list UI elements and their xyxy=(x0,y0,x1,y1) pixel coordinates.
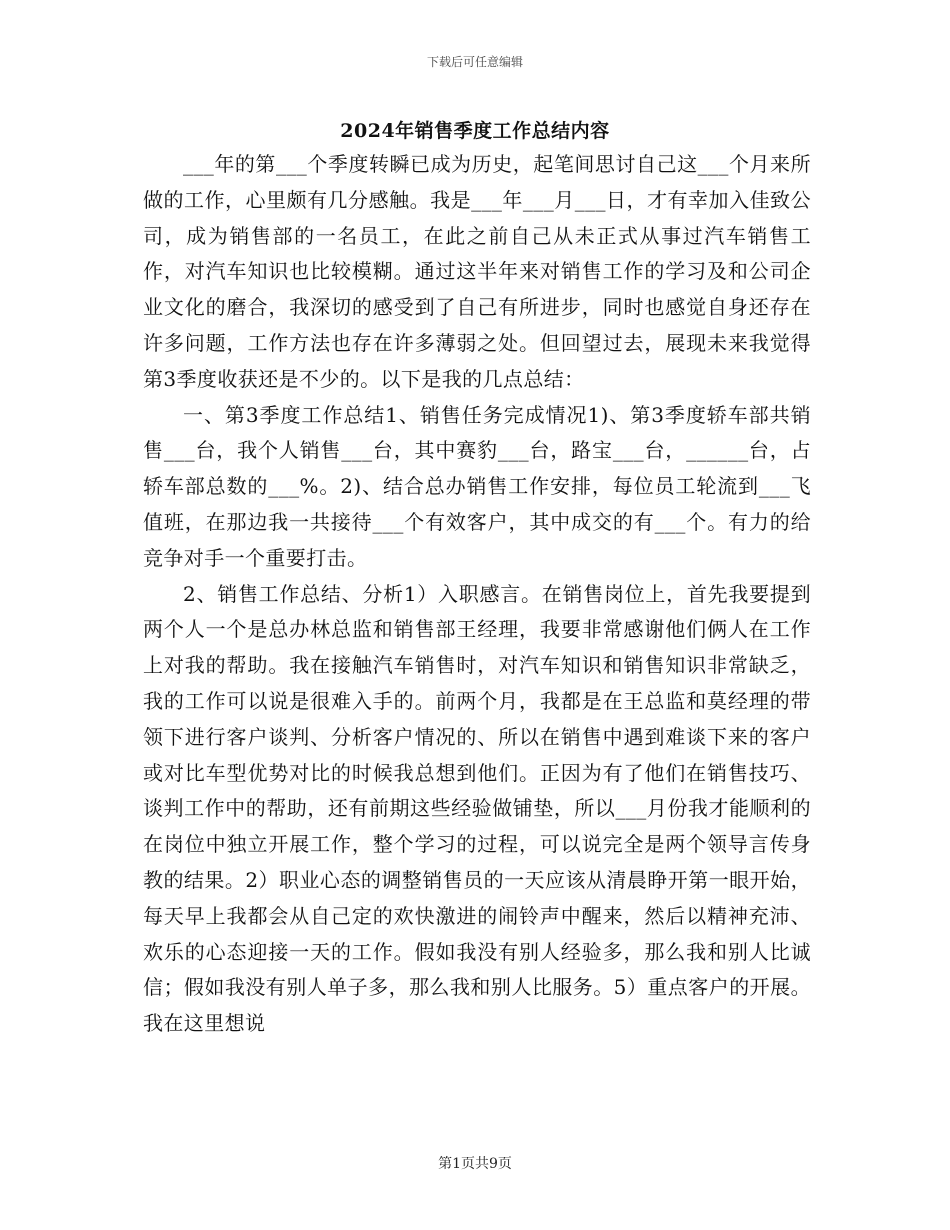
paragraph-section-2: 2、销售工作总结、分析1）入职感言。在销售岗位上，首先我要提到两个人一个是总办林总监和销售部王经理，我要非常感谢他们俩人在工作上对我的帮助。我在接触汽车销售时，对汽车知识和销售知识非常缺乏，我的工作可以说是很难入手的。前两个月，我都是在王总监和莫经理的带领下进行客户谈判、分析客户情况的、所以在销售中遇到难谈下来的客户或对比车型优势对比的时候我总想到他们。正因为有了他们在销售技巧、谈判工作中的帮助，还有前期这些经验做铺垫，所以___月份我才能顺利的在岗位中独立开展工作，整个学习的过程，可以说完全是两个领导言传身教的结果。2）职业心态的调整销售员的一天应该从清晨睁开第一眼开始，每天早上我都会从自己定的欢快激进的闹铃声中醒来，然后以精神充沛、欢乐的心态迎接一天的工作。假如我没有别人经验多，那么我和别人比诚信；假如我没有别人单子多，那么我和别人比服务。5）重点客户的开展。我在这里想说 xyxy=(143,581,811,1036)
header-note: 下载后可任意编辑 xyxy=(426,55,523,69)
document-body xyxy=(143,147,811,1042)
paragraph-intro: ___年的第___个季度转瞬已成为历史，起笔间思讨自己这___个月来所做的工作，心里颇有几分感触。我是___年___月___日，才有幸加入佳致公司，成为销售部的一名员工，在此之前自己从未正式从事过汽车销售工作，对汽车知识也比较模糊。通过这半年来对销售工作的学习及和公司企业文化的磨合，我深切的感受到了自己有所进步，同时也感觉自身还存在许多问题，工作方法也存在许多薄弱之处。但回望过去，展现未来我觉得第3季度收获还是不少的。以下是我的几点总结： xyxy=(143,152,811,391)
paragraph-section-1: 一、第3季度工作总结1、销售任务完成情况1)、第3季度轿车部共销售___台，我个人销售___台，其中赛豹___台，路宝___台，______台，占轿车部总数的___%。2)、结合总办销售工作安排，每位员工轮流到___飞值班，在那边我一共接待___个有效客户，其中成交的有___个。有力的给竞争对手一个重要打击。 xyxy=(143,402,811,570)
document-title: 2024年销售季度工作总结内容 xyxy=(340,120,610,142)
page-number-footer: 第1页共9页 xyxy=(438,1156,512,1172)
